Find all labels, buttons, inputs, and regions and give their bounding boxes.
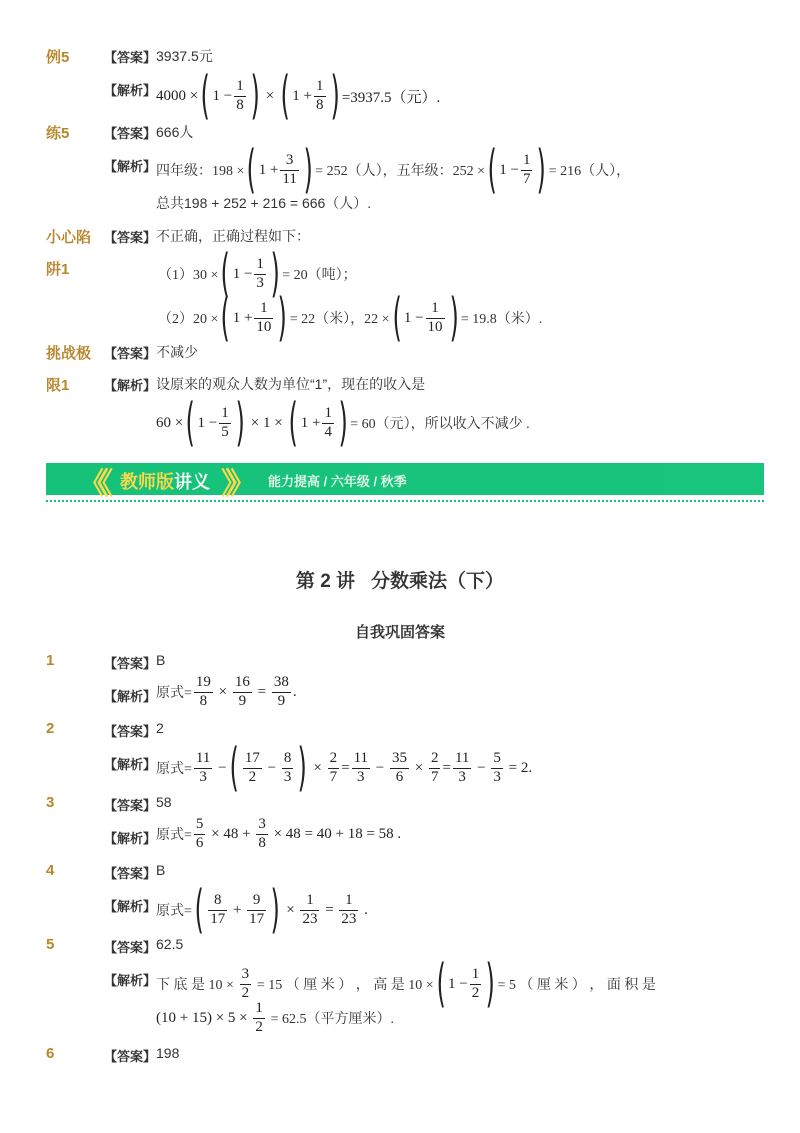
section-title: 自我巩固答案 (354, 624, 445, 641)
analysis-label: 【解析】 (104, 831, 157, 846)
analysis-label: 【解析】 (104, 899, 157, 914)
answer-value: 2 (156, 720, 164, 736)
item-number-trap1-b: 阱1 (46, 261, 70, 278)
formula: 4000 × ( 1 − $\frac{1}{8}$ ) × ( 1 + $\frac{1}{8}$ ) =3937.5（元）. (156, 66, 441, 126)
formula: 四年级：198 × ( 1 + $\frac{3}{11}$ ) = 252（人），五年级：252 × ( 1 − $\frac{1}{7}$ ) = 216（人）， (156, 140, 631, 200)
formula: 原式= $\frac{11}{3}$ − ( $\frac{17}{2}$ − $\frac{8}{3}$ ) × $\frac{2}{7}$ = $\frac{11}{3}$ − $\frac{35}{6}$ × $\frac{2}{7}$ = $\frac{11}{3}$ − $\frac{5}{3}$ = 2. (156, 738, 533, 798)
formula: 原式= $\frac{19}{8}$ × $\frac{16}{9}$ = $\frac{38}{9}$ . (156, 674, 297, 709)
answer-label: 【答案】 (104, 346, 157, 361)
formula: 下 底 是 10 × $\frac{3}{2}$ = 15 （ 厘 米 ） ， 高 是 10 × ( 1 − $\frac{1}{2}$ ) = 5 （ 厘 米 ） ， 面 积 是 (156, 954, 656, 1014)
analysis-label: 【解析】 (104, 378, 157, 393)
formula: （2）20 × ( 1 + $\frac{1}{10}$ ) = 22（米），22 × ( 1 − $\frac{1}{10}$ ) = 19.8（米）. (158, 288, 543, 348)
answer-value: 666人 (156, 124, 194, 140)
formula: （1）30 × ( 1 − $\frac{1}{3}$ ) = 20（吨）； (158, 244, 357, 304)
answer-value: 58 (156, 794, 172, 810)
teacher-edition-banner (46, 463, 764, 502)
analysis-label: 【解析】 (104, 973, 157, 988)
item-number-pr5: 练5 (46, 125, 70, 142)
answer-value: B (156, 652, 166, 668)
analysis-label: 【解析】 (104, 83, 157, 98)
analysis-label: 【解析】 (104, 689, 157, 704)
question-number: 1 (46, 652, 55, 669)
answer-label: 【答案】 (104, 866, 157, 881)
formula-line: 总共198 + 252 + 216 = 666（人）. (156, 195, 372, 211)
question-number: 2 (46, 720, 55, 737)
answer-value: 不正确，正确过程如下： (156, 228, 310, 244)
answer-value: 3937.5元 (156, 48, 213, 64)
answer-label: 【答案】 (104, 230, 157, 245)
chevron-left-icon: 《《 (78, 467, 103, 502)
analysis-text: 设原来的观众人数为单位“1”，现在的收入是 (156, 376, 426, 392)
question-number: 6 (46, 1045, 55, 1062)
question-number: 5 (46, 936, 55, 953)
formula: 60 × ( 1 − $\frac{1}{5}$ ) × 1 × ( 1 + $\frac{1}{4}$ ) = 60（元），所以收入不减少 . (156, 393, 530, 453)
banner-title: 教师版讲义 (120, 472, 210, 492)
item-number-trap1: 小心陷 (46, 229, 92, 246)
answer-label: 【答案】 (104, 656, 157, 671)
answer-label: 【答案】 (104, 940, 157, 955)
banner-subtitle: 能力提高 / 六年级 / 秋季 (268, 474, 407, 489)
question-number: 4 (46, 862, 55, 879)
analysis-label: 【解析】 (104, 159, 157, 174)
chevron-right-icon: 》》 (221, 467, 246, 502)
answer-label: 【答案】 (104, 1049, 157, 1064)
item-number-ex5: 例5 (46, 49, 70, 66)
formula: (10 + 15) × 5 × $\frac{1}{2}$ = 62.5（平方厘米）. (156, 1000, 395, 1035)
analysis-label: 【解析】 (104, 757, 157, 772)
question-number: 3 (46, 794, 55, 811)
formula: 原式= $\frac{5}{6}$ × 48 + $\frac{3}{8}$ × 48 = 40 + 18 = 58 . (156, 816, 402, 851)
formula: 原式= ( $\frac{8}{17}$ + $\frac{9}{17}$ ) × $\frac{1}{23}$ = $\frac{1}{23}$ . (156, 880, 368, 940)
answer-label: 【答案】 (104, 126, 157, 141)
answer-label: 【答案】 (104, 798, 157, 813)
answer-label: 【答案】 (104, 724, 157, 739)
answer-value: 不减少 (156, 344, 198, 360)
answer-value: 198 (156, 1045, 180, 1061)
answer-value: 62.5 (156, 936, 184, 952)
item-number-ch1: 挑战极 (46, 345, 92, 362)
answer-value: B (156, 862, 166, 878)
divider (46, 500, 764, 502)
lecture-title: 第 2 讲 分数乘法（下） (295, 571, 505, 592)
answer-label: 【答案】 (104, 50, 157, 65)
item-number-ch1-b: 限1 (46, 377, 70, 394)
